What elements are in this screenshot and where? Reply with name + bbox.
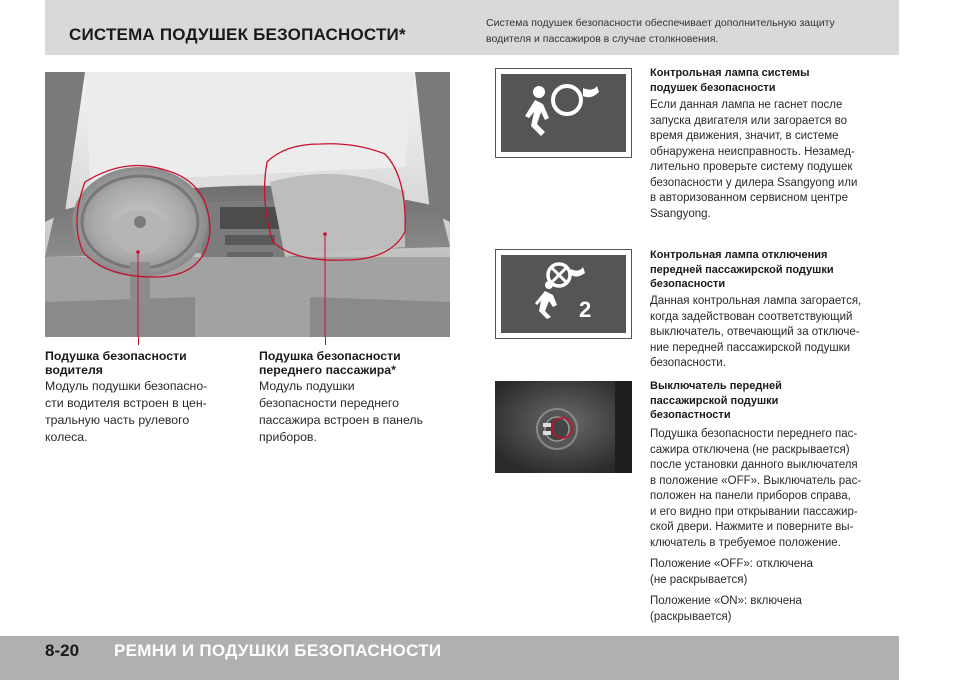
airbag-off-icon	[501, 255, 626, 333]
off-icon-number: 2	[579, 297, 592, 322]
driver-leader-tail	[138, 337, 139, 345]
intro-text: Система подушек безопасности обеспечивает дополнительную защиту водителя и пассажиров в случае столкновения.	[486, 17, 835, 45]
passenger-airbag-title: Подушка безопасности переднего пассажира*	[259, 349, 401, 377]
page-number: 8-20	[45, 641, 80, 660]
airbag-warning-icon	[501, 74, 626, 152]
warning-lamp-text: Если данная лампа не гаснет после запуска двигателя или загорается во время движения, значит, в системе обнаружена неисправность. Незамед- лительно проверьте систему подушек безопасности у дилера Ssangyong или в авторизованном сервисном центре Ssangyong.	[650, 99, 858, 220]
switch-on-position: Положение «ON»: включена (раскрывается)	[650, 595, 802, 623]
off-lamp-text: Данная контрольная лампа загорается, когда задействован соответствующий выключатель, отвечающий за отключе- ние передней пассажирской подушки безопасности.	[650, 295, 862, 369]
airbag-warning-lamp-panel	[495, 68, 632, 158]
warning-lamp-title: Контрольная лампа системы подушек безопасности	[650, 67, 810, 94]
passenger-airbag-text: Модуль подушки безопасности переднего пассажира встроен в панель приборов.	[259, 379, 423, 444]
dashboard-illustration	[45, 72, 450, 337]
driver-airbag-text: Модуль подушки безопасно- сти водителя встроен в цен- тральную часть рулевого колеса.	[45, 379, 208, 444]
passenger-leader-tail	[325, 337, 326, 345]
section-title: РЕМНИ И ПОДУШКИ БЕЗОПАСНОСТИ	[114, 641, 442, 660]
airbag-switch-image	[495, 381, 632, 473]
dashboard-photo	[45, 72, 450, 337]
airbag-off-lamp-panel	[495, 249, 632, 339]
switch-off-position: Положение «OFF»: отключена (не раскрывается)	[650, 558, 813, 586]
page-title: СИСТЕМА ПОДУШЕК БЕЗОПАСНОСТИ*	[69, 25, 406, 44]
driver-airbag-title: Подушка безопасности водителя	[45, 349, 187, 377]
switch-title: Выключатель передней пассажирской подушки безопастности	[650, 380, 782, 421]
switch-text: Подушка безопасности переднего пас- сажира отключена (не раскрывается) после установки данного выключателя в положение «OFF». Выключатель рас- положен на панели приборов справа, и его видно при открывании пассажир- ской двери. Нажмите и поверните вы- ключатель в требуемое положение. Положение «OFF»: отключена (не раскрывается) Положение «ON»: включена (раскрывается)	[650, 427, 900, 631]
airbag-switch-photo	[495, 381, 632, 473]
off-lamp-title: Контрольная лампа отключения передней пассажирской подушки безопасности	[650, 249, 834, 290]
